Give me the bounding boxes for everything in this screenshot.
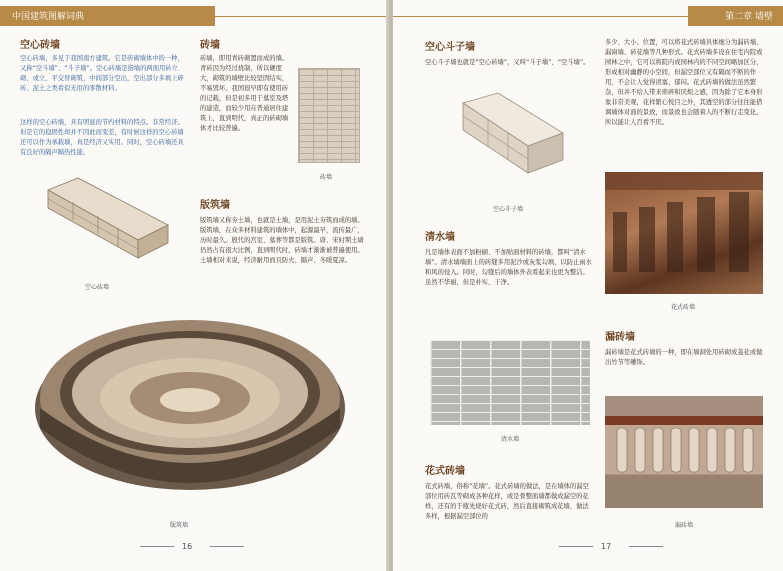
qingshui-title: 清水墙: [425, 232, 455, 243]
louzhuan-text: 漏砖墙是花式砖墙的一种，即在墙洞处用砖砌成菱花或做出竹节等雕饰。: [605, 349, 763, 366]
left-page: [0, 0, 388, 571]
huashi-text: 花式砖墙，俗称“花墙”。花式砖墙的做法，是在墙体的漏空部位用砖瓦等砌成各种花样，或是骨整面墙都做成漏空的花样，还有的于瓶先烧好花式砖，然后直接砌筑成花墙，做法多样，根据漏空部位的: [425, 483, 589, 520]
huashi-photo: [605, 172, 763, 294]
zhuan-text: 砖墙，即用青砖砌置而成的墙。青砖因为经过烧制，所以硬度大，砌筑的墙壁比较坚固结实，不易毁坏。我国很早即有使用砖的记载，但是初多用于墓室及塔的建造，而较少用在普通居住建筑上，直到明代，真正的砖砌墙体才比较普遍。: [200, 55, 289, 132]
page-number-rule-right-2: [629, 546, 663, 547]
banzhu-title: 版筑墙: [200, 200, 230, 211]
kongxin-caption: 空心砖墙: [85, 284, 110, 291]
banzhu-caption: 版筑墙: [170, 522, 189, 529]
kongxin-title: 空心砖墙: [20, 40, 60, 51]
kongxin-para2: 这样的空心砖墙，具有明显的节约材料的特点。非常经济。但是它的稳固性却并不因此而变差，有时候这样的空心砖墙还可以作为承载墙，真是经济又实用。同时，空心砖墙还具有良好的隔声隔热性能。: [20, 119, 184, 156]
banzhu-text: 版筑墙又称夯土墙，也就是土墙，是用泥土夯筑而成的墙。版筑墙，在众多材料建筑的墙体中，起源最早，流传最广，历时最久。殷代的宫室、墓葬等都是版筑。唐、宋时期土墙仍然占有很大比例，直到明代时，砖墙才渐渐被普遍使用。土墙相对来说，经济耐用而且防火、隔声、冬暖夏凉。: [200, 217, 364, 264]
huashi-col-text: 多少、大小、位置，可以将花式砖墙具体细分为漏砖墙、漏窗墙、砖花墙等几种形式。花式砖墙多设在住宅内院或园林之中，它可以将院内或园林内的不同空间略加区分，形成相对幽静的小空间，但漏空部位又有隔而不断的作用，不会让人觉得闭塞、郁闷。花式砖墙的做法虽然繁杂，但并不给人带来琐碎和厌烦之感，因为除了它本身形象非常美观，花样繁心悦目之外，其透空的部分往往能借调墙体对面的景致，而景致也会随着人的不断行走变化，所以能让人百看不厌。: [605, 39, 763, 126]
kongxin-illustration: [28, 170, 178, 270]
header-rule: [215, 16, 388, 17]
kongxindouzi-caption: 空心斗子墙: [493, 206, 524, 213]
qingshui-caption: 清水墙: [501, 436, 520, 443]
kongxindouzi-title: 空心斗子墙: [425, 42, 475, 53]
qingshui-illustration: [430, 340, 590, 425]
right-page: [393, 0, 783, 571]
kongxindouzi-illustration: [453, 88, 573, 188]
header-rule: [393, 16, 688, 17]
zhuan-illustration: [298, 68, 360, 163]
qingshui-text: 凡是墙体表面不加粉刷、不加贴面材料的砖墙，都叫“清水墙”。清水墙墙面上的砖缝多用泥沙或灰浆勾填，以防止雨水和风的侵入。同时，勾缝后的墙体外表看起来也更为整洁。虽然不华丽，但是朴实、干净。: [425, 249, 592, 286]
kongxin-para1: 空心砖墙，多见于我国南方建筑。它是砖砌墙体中的一种，又称“空斗墙”、“斗子墙”。空心砖墙是指墙的两面用砖立砌、或立、平交替砌筑，中间部分空出，空出部分多填上碎砖、泥土之类看似无用的零散材料。: [20, 55, 184, 92]
huashi-caption: 花式砖墙: [671, 304, 696, 311]
kongxindouzi-text: 空心斗子墙也就是“空心砖墙”，又叫“斗子墙”、“空斗墙”。: [425, 59, 590, 66]
huashi-title: 花式砖墙: [425, 466, 465, 477]
louzhuan-photo: [605, 396, 763, 508]
page-number-right: 17: [601, 542, 612, 551]
zhuan-title: 砖墙: [200, 40, 220, 51]
banzhu-illustration: [30, 298, 350, 498]
book-title: 中国建筑图解词典: [12, 12, 85, 22]
page-number-rule-left: [140, 546, 174, 547]
louzhuan-caption: 漏砖墙: [675, 522, 694, 529]
page-number-rule-right: [559, 546, 593, 547]
chapter-title: 第二章 墙壁: [725, 12, 773, 22]
page-number-left: 16: [182, 542, 193, 551]
zhuan-caption: 砖墙: [320, 174, 333, 181]
louzhuan-title: 漏砖墙: [605, 332, 635, 343]
page-number-rule-left-2: [210, 546, 244, 547]
